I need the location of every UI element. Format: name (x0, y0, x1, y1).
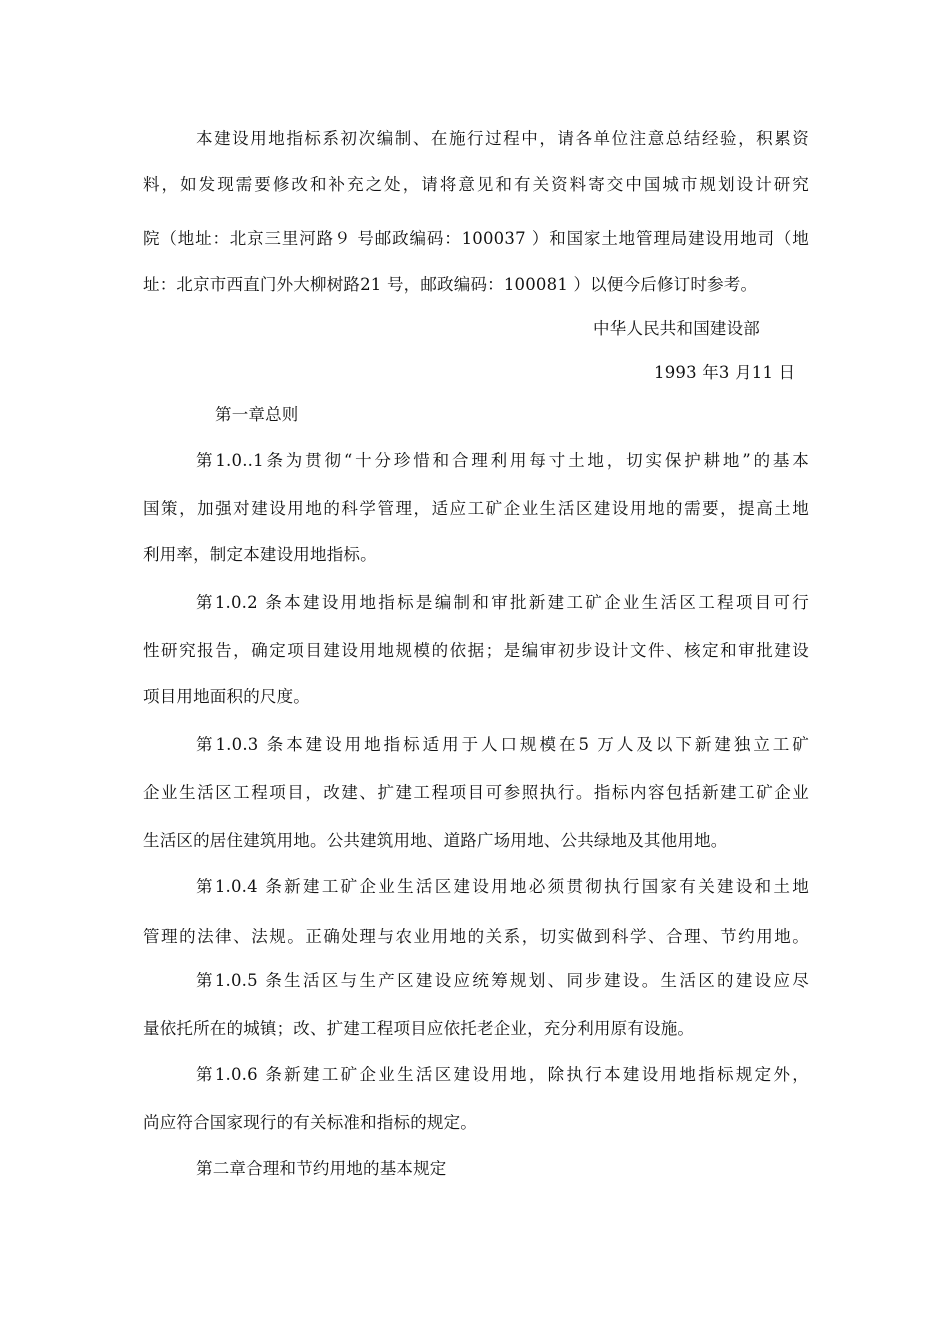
article-1-0-3-line-1: 第1.0.3 条本建设用地指标适用于人口规模在5 万人及以下新建独立工矿 (196, 735, 809, 754)
chapter-2-title: 第二章合理和节约用地的基本规定 (196, 1159, 447, 1178)
article-1-0-1-line-1: 第1.0..1条为贯彻“十分珍惜和合理利用每寸土地，切实保护耕地”的基本 (196, 451, 809, 470)
article-1-0-3-line-2: 企业生活区工程项目，改建、扩建工程项目可参照执行。指标内容包括新建工矿企业 (143, 783, 809, 802)
article-1-0-2-line-1: 第1.0.2 条本建设用地指标是编制和审批新建工矿企业生活区工程项目可行 (196, 593, 809, 612)
preface-line-3: 院（地址：北京三里河路９ 号邮政编码：100037 ）和国家土地管理局建设用地司（地 (143, 229, 809, 248)
article-1-0-5-line-1: 第1.0.5 条生活区与生产区建设应统筹规划、同步建设。生活区的建设应尽 (196, 971, 809, 990)
article-1-0-1-line-2: 国策，加强对建设用地的科学管理，适应工矿企业生活区建设用地的需要，提高土地 (143, 499, 809, 518)
preface-line-2: 料，如发现需要修改和补充之处，请将意见和有关资料寄交中国城市规划设计研究 (143, 175, 809, 194)
chapter-1-title: 第一章总则 (215, 405, 299, 424)
article-1-0-2-line-3: 项目用地面积的尺度。 (143, 687, 310, 706)
article-1-0-6-line-2: 尚应符合国家现行的有关标准和指标的规定。 (143, 1113, 477, 1132)
issuer: 中华人民共和国建设部 (593, 319, 760, 338)
article-1-0-5-line-2: 量依托所在的城镇；改、扩建工程项目应依托老企业，充分利用原有设施。 (143, 1019, 695, 1038)
article-1-0-4-line-2: 管理的法律、法规。正确处理与农业用地的关系，切实做到科学、合理、节约用地。 (143, 927, 809, 946)
article-1-0-4-line-1: 第1.0.4 条新建工矿企业生活区建设用地必须贯彻执行国家有关建设和土地 (196, 877, 809, 896)
article-1-0-2-line-2: 性研究报告，确定项目建设用地规模的依据；是编审初步设计文件、核定和审批建设 (143, 641, 809, 660)
article-1-0-3-line-3: 生活区的居住建筑用地。公共建筑用地、道路广场用地、公共绿地及其他用地。 (143, 831, 728, 850)
article-1-0-6-line-1: 第1.0.6 条新建工矿企业生活区建设用地，除执行本建设用地指标规定外， (196, 1065, 809, 1084)
article-1-0-1-line-3: 利用率，制定本建设用地指标。 (143, 545, 377, 564)
preface-line-4: 址：北京市西直门外大柳树路21 号，邮政编码：100081 ）以便今后修订时参考。 (143, 275, 758, 294)
issue-date: 1993 年3 月11 日 (654, 363, 796, 382)
preface-line-1: 本建设用地指标系初次编制、在施行过程中，请各单位注意总结经验，积累资 (196, 129, 809, 148)
